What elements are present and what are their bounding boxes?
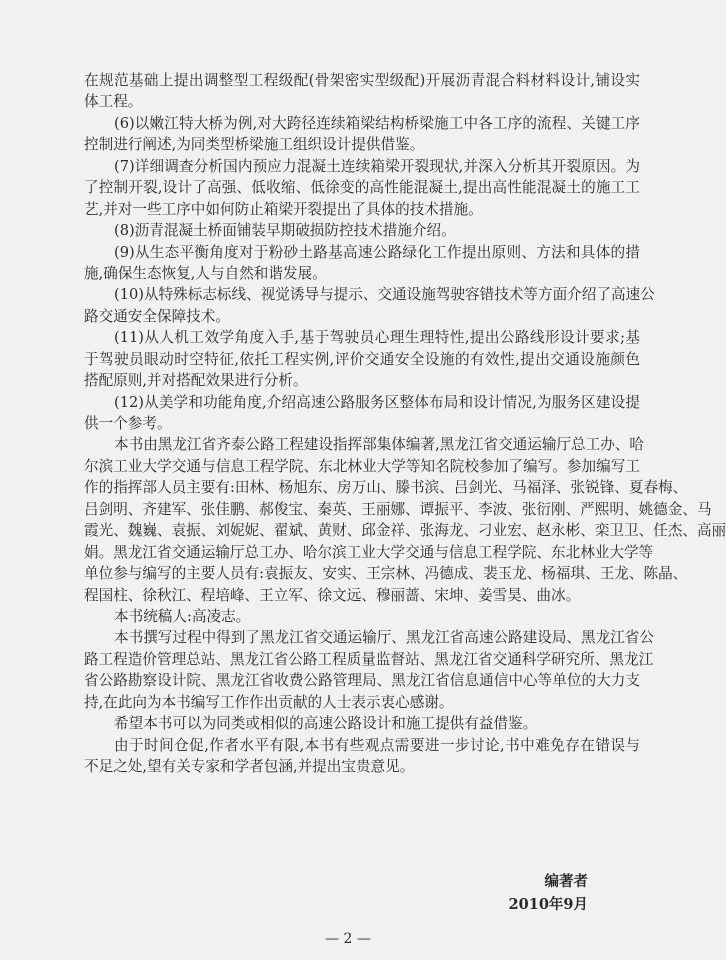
- text-line: 供一个参考。: [84, 415, 172, 432]
- text-line: 于驾驶员眼动时空特征,依托工程实例,评价交通安全设施的有效性,提出交通设施颜色: [84, 350, 640, 368]
- text-line: 控制进行阐述,为同类型桥梁施工组织设计提供借鉴。: [84, 136, 425, 154]
- text-line: 娟。黑龙江省交通运输厅总工办、哈尔滨工业大学交通与信息工程学院、东北林业大学等: [84, 543, 654, 561]
- signature-author: 编著者: [544, 873, 588, 890]
- page-body: [84, 70, 726, 777]
- text-line: 路工程造价管理总站、黑龙江省公路工程质量监督站、黑龙江省交通科学研究所、黑龙江: [84, 650, 654, 668]
- paragraph: [84, 242, 640, 285]
- text-line: (6)以嫩江特大桥为例,对大跨径连续箱梁结构桥梁施工中各工序的流程、关键工序: [114, 114, 640, 132]
- text-line: 路交通安全保障技术。: [84, 307, 230, 325]
- signature-date: 2010年9月: [508, 896, 588, 913]
- text-line: (9)从生态平衡角度对于粉砂土路基高速公路绿化工作提出原则、方法和具体的措: [114, 243, 640, 261]
- paragraph: [84, 70, 640, 113]
- text-line: 不足之处,望有关专家和学者包涵,并提出宝贵意见。: [84, 758, 415, 775]
- paragraph: [84, 606, 640, 627]
- page-number: — 2 —: [325, 931, 371, 947]
- text-line: 施,确保生态恢复,人与自然和谐发展。: [84, 264, 327, 282]
- text-line: 尔滨工业大学交通与信息工程学院、东北林业大学等知名院校参加了编写。参加编写工: [84, 457, 640, 475]
- paragraph: [84, 392, 640, 435]
- text-line: 本书统稿人:高凌志。: [114, 607, 251, 625]
- paragraph: [84, 220, 640, 241]
- text-line: 希望本书可以为同类或相似的高速公路设计和施工提供有益借鉴。: [114, 715, 538, 733]
- text-line: 霞光、魏巍、袁振、刘妮妮、翟斌、黄财、邱金祥、张海龙、刁业宏、赵永彬、栾卫卫、任杰、高丽: [84, 522, 726, 540]
- paragraph: [84, 735, 640, 778]
- text-line: 持,在此向为本书编写工作作出贡献的人士表示衷心感谢。: [84, 693, 454, 711]
- text-line: 单位参与编写的主要人员有:袁振友、安实、王宗林、冯德成、裴玉龙、杨福琪、王龙、陈晶、: [84, 565, 688, 583]
- text-line: 体工程。: [84, 93, 143, 111]
- paragraph: [84, 434, 726, 606]
- paragraph: [84, 327, 640, 391]
- signature-block: [509, 870, 588, 916]
- text-line: (12)从美学和功能角度,介绍高速公路服务区整体布局和设计情况,为服务区建设提: [114, 393, 640, 411]
- text-line: 作的指挥部人员主要有:田林、杨旭东、房万山、滕书滨、吕剑光、马福泽、张锐锋、夏春梅、: [84, 479, 688, 497]
- text-line: 搭配原则,并对搭配效果进行分析。: [84, 372, 308, 390]
- text-line: 本书撰写过程中得到了黑龙江省交通运输厅、黑龙江省高速公路建设局、黑龙江省公: [114, 629, 654, 647]
- text-line: (11)从人机工效学角度入手,基于驾驶员心理生理特性,提出公路线形设计要求;基: [114, 329, 640, 347]
- text-line: 省公路勘察设计院、黑龙江省收费公路管理局、黑龙江省信息通信中心等单位的大力支: [84, 672, 640, 690]
- text-line: 由于时间仓促,作者水平有限,本书有些观点需要进一步讨论,书中难免存在错误与: [114, 736, 640, 754]
- text-line: 在规范基础上提出调整型工程级配(骨架密实型级配)开展沥青混合料材料设计,铺设实: [84, 72, 640, 89]
- text-line: 艺,并对一些工序中如何防止箱梁开裂提出了具体的技术措施。: [84, 200, 483, 218]
- text-line: 吕剑明、齐建军、张佳鹏、郝俊宝、秦英、王丽娜、谭振平、李波、张衍刚、严熙明、姚德金、马: [84, 500, 712, 518]
- paragraph: [84, 284, 655, 327]
- paragraph: [84, 713, 640, 734]
- text-line: 本书由黑龙江省齐泰公路工程建设指挥部集体编著,黑龙江省交通运输厅总工办、哈: [114, 436, 645, 454]
- text-line: 程国柱、徐秋江、程培峰、王立军、徐文远、穆丽蔷、宋坤、姜雪昊、曲冰。: [84, 586, 581, 604]
- text-line: 了控制开裂,设计了高强、低收缩、低徐变的高性能混凝土,提出高性能混凝土的施工工: [84, 179, 640, 197]
- text-line: (8)沥青混凝土桥面铺装早期破损防控技术措施介绍。: [114, 222, 456, 240]
- paragraph: [84, 156, 640, 220]
- paragraph: [84, 113, 640, 156]
- paragraph: [84, 627, 654, 713]
- text-line: (7)详细调查分析国内预应力混凝土连续箱梁开裂现状,并深入分析其开裂原因。为: [114, 157, 640, 175]
- text-line: (10)从特殊标志标线、视觉诱导与提示、交通设施驾驶容错技术等方面介绍了高速公: [114, 286, 655, 304]
